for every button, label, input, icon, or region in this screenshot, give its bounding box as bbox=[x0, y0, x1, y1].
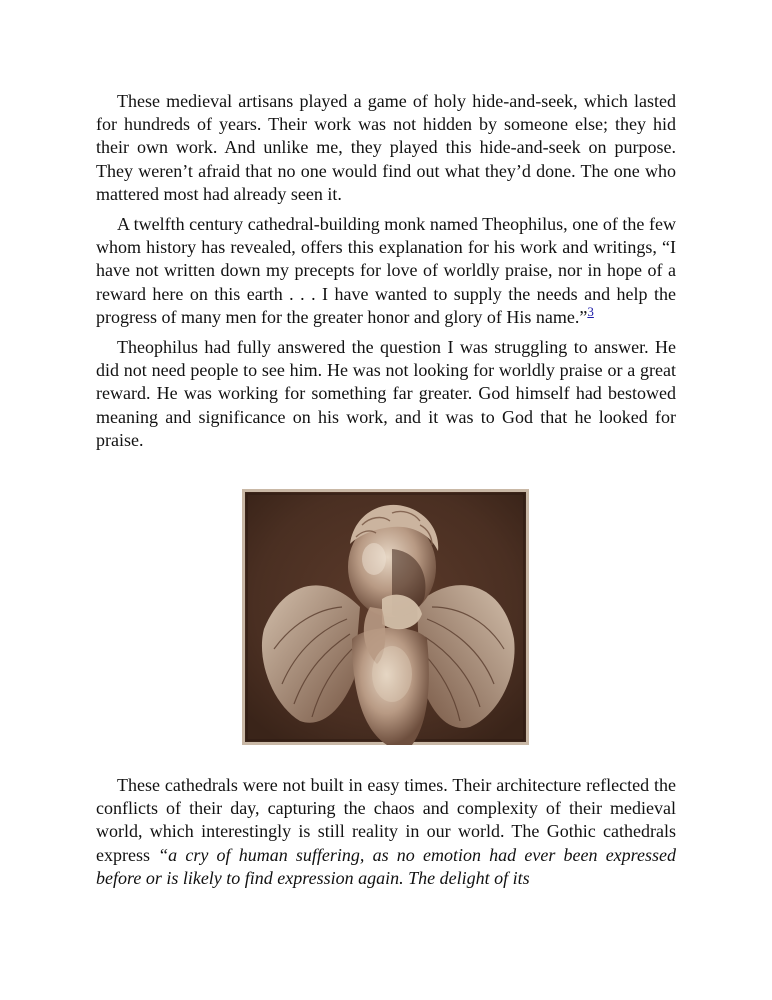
paragraph-cathedrals bbox=[96, 774, 676, 890]
angel-relief-image bbox=[242, 489, 529, 745]
page-text-upper bbox=[96, 90, 676, 459]
paragraph-cathedrals-text: These cathedrals were not built in easy times. Their architecture reflected the conflicts of their day, capturing the chaos and complexity of their medieval world, which interestingly is still reality in our world. The Gothic cathedrals express bbox=[96, 775, 676, 865]
page-text-lower bbox=[96, 774, 676, 897]
paragraph-theophilus-text: A twelfth century cathedral-building monk named Theophilus, one of the few whom history has revealed, offers this explanation for his work and writings, “I have not written down my precepts for love of worldly praise, nor in hope of a reward here on this earth . . . I have wanted to supply the needs and help the progress of many men for the greater honor and glory of His name.” bbox=[96, 214, 676, 327]
paragraph-answer: Theophilus had fully answered the question I was struggling to answer. He did not need people to see him. He was not looking for worldly praise or a great reward. He was working for something far greater. God himself had bestowed meaning and significance on his work, and it was to God that he looked for praise. bbox=[96, 337, 676, 450]
angel-relief-svg bbox=[242, 489, 529, 745]
paragraph-cathedrals-quote: “a cry of human suffering, as no emotion had ever been expressed before or is likely to find expression again. The delight of its bbox=[96, 844, 676, 888]
paragraph-artisans: These medieval artisans played a game of holy hide-and-seek, which lasted for hundreds of years. Their work was not hidden by someone else; they hid their own work. And unlike me, they played this hide-and-seek on purpose. They weren’t afraid that no one would find out what they’d done. The one who mattered most had already seen it. bbox=[96, 91, 676, 204]
footnote-link[interactable]: 3 bbox=[587, 303, 594, 319]
paragraph-theophilus bbox=[96, 213, 676, 329]
